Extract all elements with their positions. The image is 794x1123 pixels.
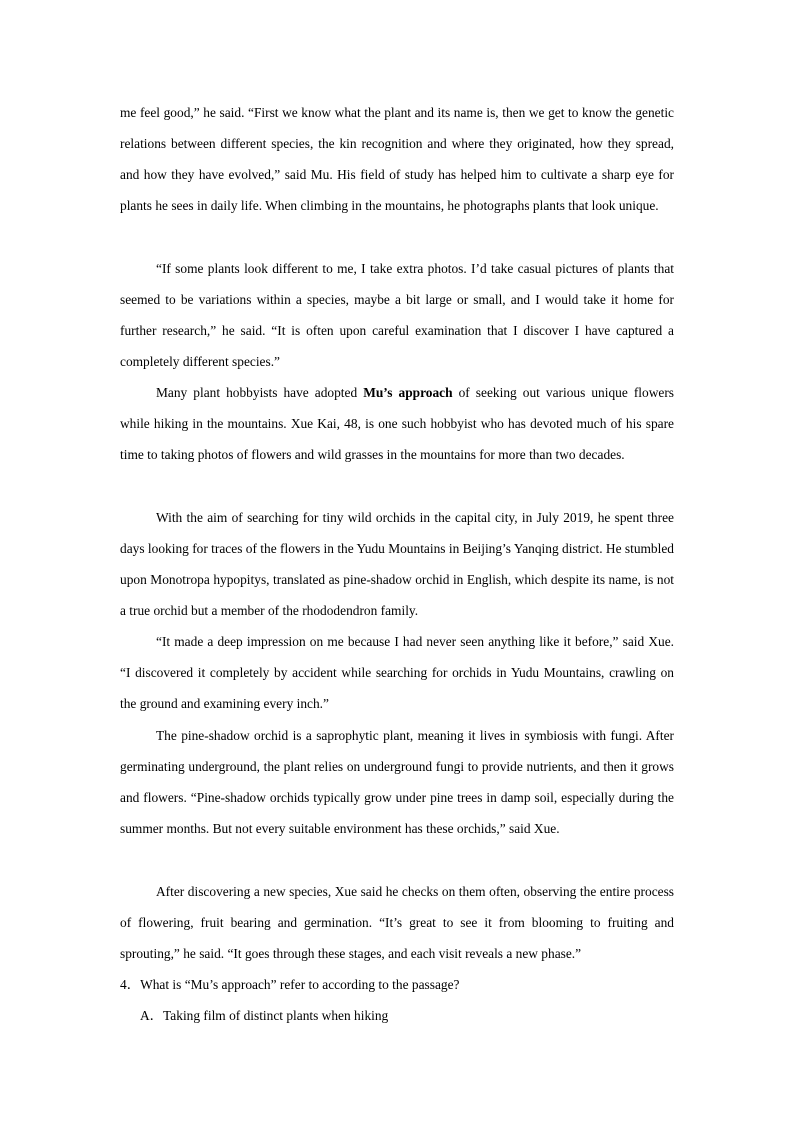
paragraph-7: After discovering a new species, Xue said he checks on them often, observing the entire process of flowering, fruit bearing and germination. “It’s great to see it from blooming to fruiting and sprouting,” he said. “It goes through these stages, and each visit reveals a new phase.” <box>120 884 674 961</box>
paragraph-2: “If some plants look different to me, I take extra photos. I’d take casual pictures of plants that seemed to be variations within a species, maybe a bit large or small, and I would take it home for further research,” he said. “It is often upon careful examination that I discover I have captured a completely different species.” <box>120 261 674 369</box>
option-a[interactable]: A．Taking film of distinct plants when hiking <box>140 1008 389 1023</box>
paragraph-4: With the aim of searching for tiny wild orchids in the capital city, in July 2019, he spent three days looking for traces of the flowers in the Yudu Mountains in Beijing’s Yanqing district. He stumbled upon Monotropa hypopitys, translated as pine-shadow orchid in English, which despite its name, is not a true orchid but a member of the rhododendron family. <box>120 510 674 618</box>
paragraph-5: “It made a deep impression on me because I had never seen anything like it before,” said Xue. “I discovered it completely by accident while searching for orchids in Yudu Mountains, crawling on the ground and examining every inch.” <box>120 634 674 711</box>
paragraph-3-end: of seeking out various unique flowers while hiking in the mountains. Xue Kai, 48, is one such hobbyist who has devoted much of his spare time to taking photos of flowers and wild grasses in the mountains for more than two decades. <box>120 385 674 462</box>
mus-approach-bold: Mu’s approach <box>363 385 453 400</box>
paragraph-3 <box>120 377 674 470</box>
question-4: 4．What is “Mu’s approach” refer to according to the passage? <box>120 977 460 992</box>
paragraph-6: The pine-shadow orchid is a saprophytic plant, meaning it lives in symbiosis with fungi. After germinating underground, the plant relies on underground fungi to provide nutrients, and then it grows and flowers. “Pine-shadow orchids typically grow under pine trees in damp soil, especially during the summer months. But not every suitable environment has these orchids,” said Xue. <box>120 728 674 836</box>
paragraph-3-start: Many plant hobbyists have adopted <box>156 385 364 400</box>
paragraph-1: me feel good,” he said. “First we know what the plant and its name is, then we get to know the genetic relations between different species, the kin recognition and where they originated, how they spread, and how they have evolved,” said Mu. His field of study has helped him to cultivate a sharp eye for plants he sees in daily life. When climbing in the mountains, he photographs plants that look unique. <box>120 105 674 213</box>
